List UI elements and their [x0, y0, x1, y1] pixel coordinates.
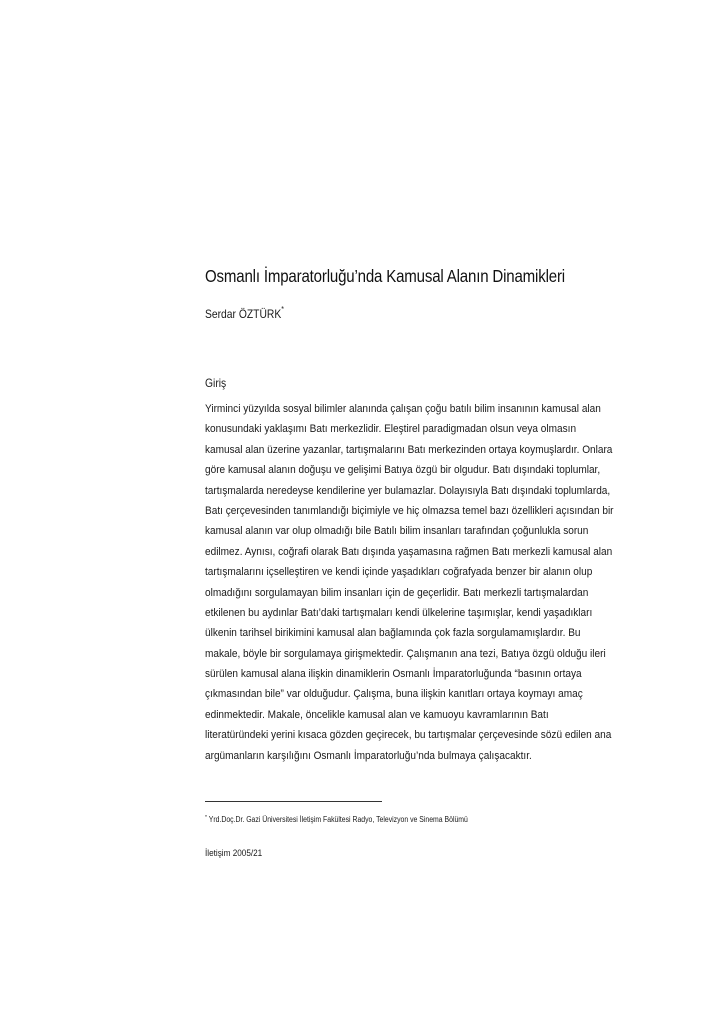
body-line: tartışmalarını içselleştiren ve kendi içinde yaşadıkları coğrafyada benzer bir alanın olup	[205, 566, 593, 579]
body-line: kamusal alan üzerine yazanlar, tartışmalarını Batı merkezinden ortaya koymuşlardır. Onlara	[205, 443, 613, 456]
journal-issue-footer: İletişim 2005/21	[205, 848, 263, 859]
footnote-text: Yrd.Doç.Dr. Gazi Üniversitesi İletişim Fakültesi Radyo, Televizyon ve Sinema Bölümü	[208, 815, 468, 824]
body-line: edinmektedir. Makale, öncelikle kamusal alan ve kamuoyu kavramlarının Batı	[205, 708, 549, 721]
body-line: literatüründeki yerini kısaca gözden geçirecek, bu tartışmalar çerçevesinde sözü edilen ana	[205, 729, 612, 742]
author-footnote-mark: *	[281, 305, 284, 314]
author-name: Serdar ÖZTÜRK	[205, 307, 282, 321]
body-line: Yirminci yüzyılda sosyal bilimler alanında çalışan çoğu batılı bilim insanının kamusal alan	[205, 403, 601, 415]
body-line: ülkenin tarihsel birikimini kamusal alan bağlamında çok fazla sorgulamamışlardır. Bu	[205, 627, 581, 640]
body-line: çıkmasından bile” var olduğudur. Çalışma, buna ilişkin kanıtları ortaya koymayı amaç	[205, 688, 583, 701]
body-line: olmadığını sorgulamayan bilim insanları için de geçerlidir. Batı merkezli tartışmalardan	[205, 586, 589, 599]
body-line: konusundaki yaklaşımı Batı merkezlidir. Eleştirel paradigmadan olsun veya olmasın	[205, 423, 577, 436]
body-line: edilmez. Aynısı, coğrafi olarak Batı dışında yaşamasına rağmen Batı merkezli kamusal alan	[205, 545, 613, 558]
body-line: sürülen kamusal alana ilişkin dinamiklerin Osmanlı İmparatorluğunda “basının ortaya	[205, 668, 582, 681]
author-line	[205, 305, 284, 321]
article-title: Osmanlı İmparatorluğu’nda Kamusal Alanın Dinamikleri	[205, 266, 565, 286]
body-line: tartışmalarda neredeyse kendilerine yer bulamazlar. Dolayısıyla Batı dışındaki toplumlarda,	[205, 484, 611, 497]
footnote-mark: *	[205, 815, 208, 821]
body-line: makale, böyle bir sorgulamaya girişmektedir. Çalışmanın ana tezi, Batıya özgü olduğu ileri	[205, 647, 606, 660]
body-line: kamusal alanın var olup olmadığı bile Batılı bilim insanları tarafından çoğunlukla sorun	[205, 525, 589, 538]
body-line: Batı çerçevesinden tanımlandığı biçimiyle ve hiç olmazsa temel bazı özellikleri açısından bir	[205, 504, 614, 517]
body-line: argümanların karşılığını Osmanlı İmparatorluğu’nda bulmaya çalışacaktır.	[205, 749, 532, 762]
body-line: göre kamusal alanın doğuşu ve gelişimi Batıya özgü bir olgudur. Batı dışındaki toplumlar,	[205, 464, 601, 477]
footnote	[205, 815, 468, 824]
body-paragraph	[205, 399, 663, 766]
body-line: etkilenen bu aydınlar Batı’daki tartışmaları kendi ülkelerine taşımışlar, kendi yaşadıkları	[205, 606, 593, 619]
section-heading: Giriş	[205, 376, 227, 390]
footnote-divider	[205, 801, 382, 802]
